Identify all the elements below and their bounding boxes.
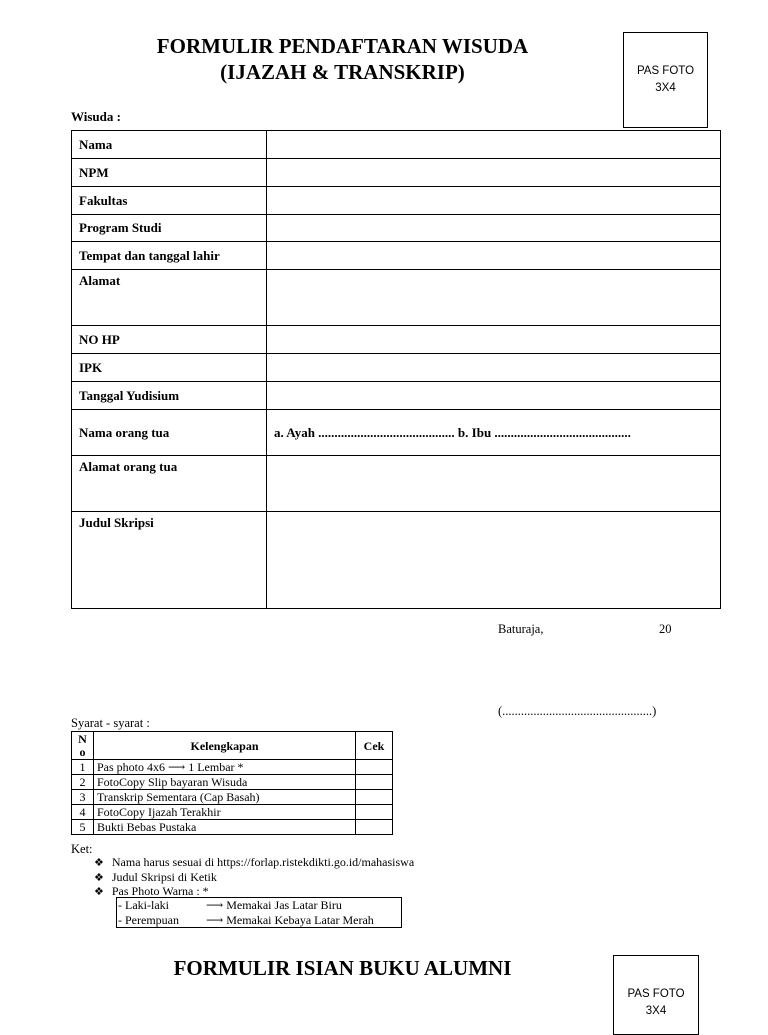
requirements-table (71, 731, 393, 835)
row-check-cell[interactable] (356, 790, 393, 805)
photo-size: 3X4 (645, 1005, 667, 1017)
no-header (72, 732, 94, 760)
field-input-program-studi[interactable] (267, 215, 721, 242)
table-row (72, 775, 393, 790)
field-input-fakultas[interactable] (267, 187, 721, 215)
attire-description: ⟶ Memakai Jas Latar Biru (206, 898, 342, 912)
row-check-cell[interactable] (356, 775, 393, 790)
note-text: Judul Skripsi di Ketik (111, 869, 217, 884)
field-label: Judul Skripsi (72, 512, 267, 609)
field-input-judul-skripsi[interactable] (267, 512, 721, 609)
field-input-alamat[interactable] (267, 270, 721, 326)
form-row-nama-orang-tua (72, 410, 721, 456)
no-header-line-1: N (78, 731, 87, 746)
form-row-nama (72, 131, 721, 159)
field-label: NO HP (72, 326, 267, 354)
attire-row-male (118, 898, 401, 913)
list-item (94, 856, 414, 871)
photo-attire-box (116, 897, 402, 928)
table-row (72, 820, 393, 835)
photo-label: PAS FOTO (627, 988, 685, 1000)
form-row-alamat-orang-tua (72, 456, 721, 512)
photo-placeholder (623, 32, 708, 128)
form-row-tanggal-yudisium (72, 382, 721, 410)
table-row (72, 805, 393, 820)
form-row-ttl (72, 242, 721, 270)
no-header-line-2: o (79, 744, 86, 759)
row-number: 2 (72, 775, 94, 790)
field-label: Fakultas (72, 187, 267, 215)
gender-label: - Perempuan (118, 912, 179, 927)
title-line-2: (IJAZAH & TRANSKRIP) (220, 60, 465, 84)
row-check-cell[interactable] (356, 760, 393, 775)
field-label: Nama (72, 131, 267, 159)
diamond-bullet-icon: ❖ (94, 871, 104, 884)
row-number: 5 (72, 820, 94, 835)
row-item: FotoCopy Ijazah Terakhir (94, 805, 356, 820)
field-input-nama-orang-tua[interactable]: a. Ayah .......................................... b. Ibu .......................................... (267, 410, 721, 456)
signature-year: 20 (659, 622, 672, 636)
field-input-npm[interactable] (267, 159, 721, 187)
field-input-no-hp[interactable] (267, 326, 721, 354)
list-item (94, 871, 414, 886)
row-item: FotoCopy Slip bayaran Wisuda (94, 775, 356, 790)
photo-label: PAS FOTO (636, 65, 695, 77)
form-row-fakultas (72, 187, 721, 215)
row-check-cell[interactable] (356, 820, 393, 835)
field-label: Tanggal Yudisium (72, 382, 267, 410)
signature-name-line: (................................................) (498, 704, 657, 718)
field-label: Alamat orang tua (72, 456, 267, 512)
field-input-ttl[interactable] (267, 242, 721, 270)
registration-form-table (71, 130, 721, 609)
title-line-1: FORMULIR PENDAFTARAN WISUDA (156, 34, 529, 58)
field-input-nama[interactable] (267, 131, 721, 159)
row-item: Pas photo 4x6 ⟶ 1 Lembar * (94, 760, 356, 775)
note-text: Nama harus sesuai di https://forlap.ristekdikti.go.id/mahasiswa (111, 855, 415, 869)
row-number: 3 (72, 790, 94, 805)
diamond-bullet-icon: ❖ (94, 886, 104, 898)
item-header: Kelengkapan (94, 732, 356, 760)
form-title (70, 33, 615, 85)
field-label: Program Studi (72, 215, 267, 242)
requirements-header-row (72, 732, 393, 760)
photo-size: 3X4 (655, 82, 676, 94)
diamond-bullet-icon: ❖ (94, 857, 104, 869)
table-row (72, 760, 393, 775)
attire-description: ⟶ Memakai Kebaya Latar Merah (206, 912, 374, 927)
row-check-cell[interactable] (356, 805, 393, 820)
field-label: NPM (72, 159, 267, 187)
check-header: Cek (356, 732, 393, 760)
field-input-ipk[interactable] (267, 354, 721, 382)
attire-row-female (118, 913, 401, 928)
row-number: 4 (72, 805, 94, 820)
alumni-photo-placeholder (613, 955, 699, 1035)
form-row-ipk (72, 354, 721, 382)
signature-place: Baturaja, (498, 622, 544, 636)
row-item: Bukti Bebas Pustaka (94, 820, 356, 835)
gender-label: - Laki-laki (118, 898, 169, 912)
table-row (72, 790, 393, 805)
field-label: Tempat dan tanggal lahir (72, 242, 267, 270)
notes-list (94, 856, 414, 900)
wisuda-label: Wisuda : (71, 109, 121, 124)
form-row-npm (72, 159, 721, 187)
form-row-no-hp (72, 326, 721, 354)
form-row-alamat (72, 270, 721, 326)
field-label: Alamat (72, 270, 267, 326)
row-item: Transkrip Sementara (Cap Basah) (94, 790, 356, 805)
notes-label: Ket: (71, 842, 93, 856)
alumni-title: FORMULIR ISIAN BUKU ALUMNI (173, 956, 512, 980)
row-number: 1 (72, 760, 94, 775)
note-text: Pas Photo Warna : * (111, 884, 209, 898)
form-row-program-studi (72, 215, 721, 242)
requirements-label: Syarat - syarat : (71, 716, 150, 730)
field-input-alamat-orang-tua[interactable] (267, 456, 721, 512)
field-label: IPK (72, 354, 267, 382)
field-input-tanggal-yudisium[interactable] (267, 382, 721, 410)
field-label: Nama orang tua (72, 410, 267, 456)
form-row-judul-skripsi (72, 512, 721, 609)
